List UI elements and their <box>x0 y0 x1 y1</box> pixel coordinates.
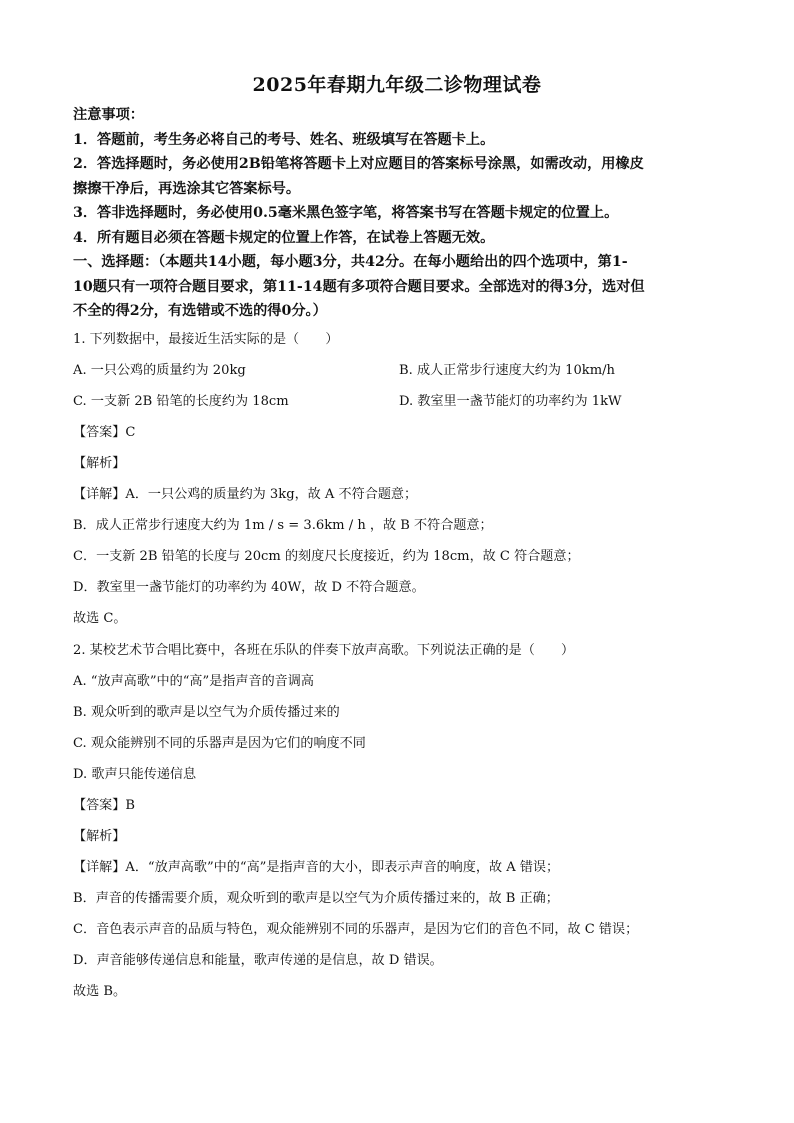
section-header <box>73 250 723 324</box>
detail-line: 【详解】A．“放声高歌”中的“高”是指声音的大小，即表示声音的响度，故 A 错误； <box>73 860 560 875</box>
detail-line: D．教室里一盏节能灯的功率约为 40W，故 D 不符合题意。 <box>73 580 425 595</box>
detail-line: C．一支新 2B 铅笔的长度与 20cm 的刻度尺长度接近，约为 18cm，故 C 符合题意； <box>73 549 580 564</box>
section-line: 不全的得2分，有选错或不选的得0分。） <box>73 303 327 319</box>
question-2 <box>73 635 723 1007</box>
analysis-label: 【解析】 <box>73 456 126 471</box>
option-b: B. 观众听到的歌声是以空气为介质传播过来的 <box>73 705 340 720</box>
detail-line: B．成人正常步行速度大约为 1m / s = 3.6km / h ，故 B 不符合题意； <box>73 518 493 533</box>
section-line: 10题只有一项符合题目要求，第11-14题有多项符合题目要求。全部选对的得3分，选对但 <box>73 278 645 295</box>
option-c: C. 一支新 2B 铅笔的长度约为 18cm <box>73 394 289 409</box>
option-row <box>73 355 723 386</box>
option-b: B. 成人正常步行速度大约为 10km/h <box>399 363 615 378</box>
analysis-label: 【解析】 <box>73 829 126 844</box>
notice-section <box>73 103 723 250</box>
detail-line: 【详解】A．一只公鸡的质量约为 3kg，故 A 不符合题意； <box>73 487 418 502</box>
conclusion: 故选 B。 <box>73 984 127 999</box>
notice-heading: 注意事项： <box>73 107 144 123</box>
notice-item: 擦擦干净后，再选涂其它答案标号。 <box>73 180 301 197</box>
detail-line: B．声音的传播需要介质，观众听到的歌声是以空气为介质传播过来的，故 B 正确； <box>73 891 559 906</box>
question-stem: 1. 下列数据中，最接近生活实际的是（ ） <box>73 332 339 347</box>
question-stem: 2. 某校艺术节合唱比赛中，各班在乐队的伴奏下放声高歌。下列说法正确的是（ ） <box>73 643 575 658</box>
conclusion: 故选 C。 <box>73 611 127 626</box>
notice-item: 1．答题前，考生务必将自己的考号、姓名、班级填写在答题卡上。 <box>73 131 495 148</box>
question-1 <box>73 324 723 634</box>
answer-label: 【答案】B <box>73 798 135 813</box>
section-line: 一、选择题：（本题共14小题，每小题3分，共42分。在每小题给出的四个选项中，第1- <box>73 254 628 270</box>
detail-line: D．声音能够传递信息和能量，歌声传递的是信息，故 D 错误。 <box>73 953 443 968</box>
answer-label: 【答案】C <box>73 425 136 440</box>
notice-item: 4．所有题目必须在答题卡规定的位置上作答，在试卷上答题无效。 <box>73 229 495 246</box>
exam-title: 2025年春期九年级二诊物理试卷 <box>252 74 542 96</box>
option-d: D. 歌声只能传递信息 <box>73 767 197 782</box>
detail-line: C．音色表示声音的品质与特色，观众能辨别不同的乐器声，是因为它们的音色不同，故 C 错误； <box>73 922 639 937</box>
option-a: A. 一只公鸡的质量约为 20kg <box>73 363 246 378</box>
option-c: C. 观众能辨别不同的乐器声是因为它们的响度不同 <box>73 736 366 751</box>
notice-item: 3．答非选择题时，务必使用0.5毫米黑色签字笔，将答案书写在答题卡规定的位置上。 <box>73 205 619 221</box>
option-row <box>73 386 723 417</box>
option-d: D. 教室里一盏节能灯的功率约为 1kW <box>399 394 622 409</box>
notice-item: 2．答选择题时，务必使用2B铅笔将答题卡上对应题目的答案标号涂黑，如需改动，用橡皮 <box>73 156 644 172</box>
option-a: A. “放声高歌”中的“高”是指声音的音调高 <box>73 674 314 689</box>
